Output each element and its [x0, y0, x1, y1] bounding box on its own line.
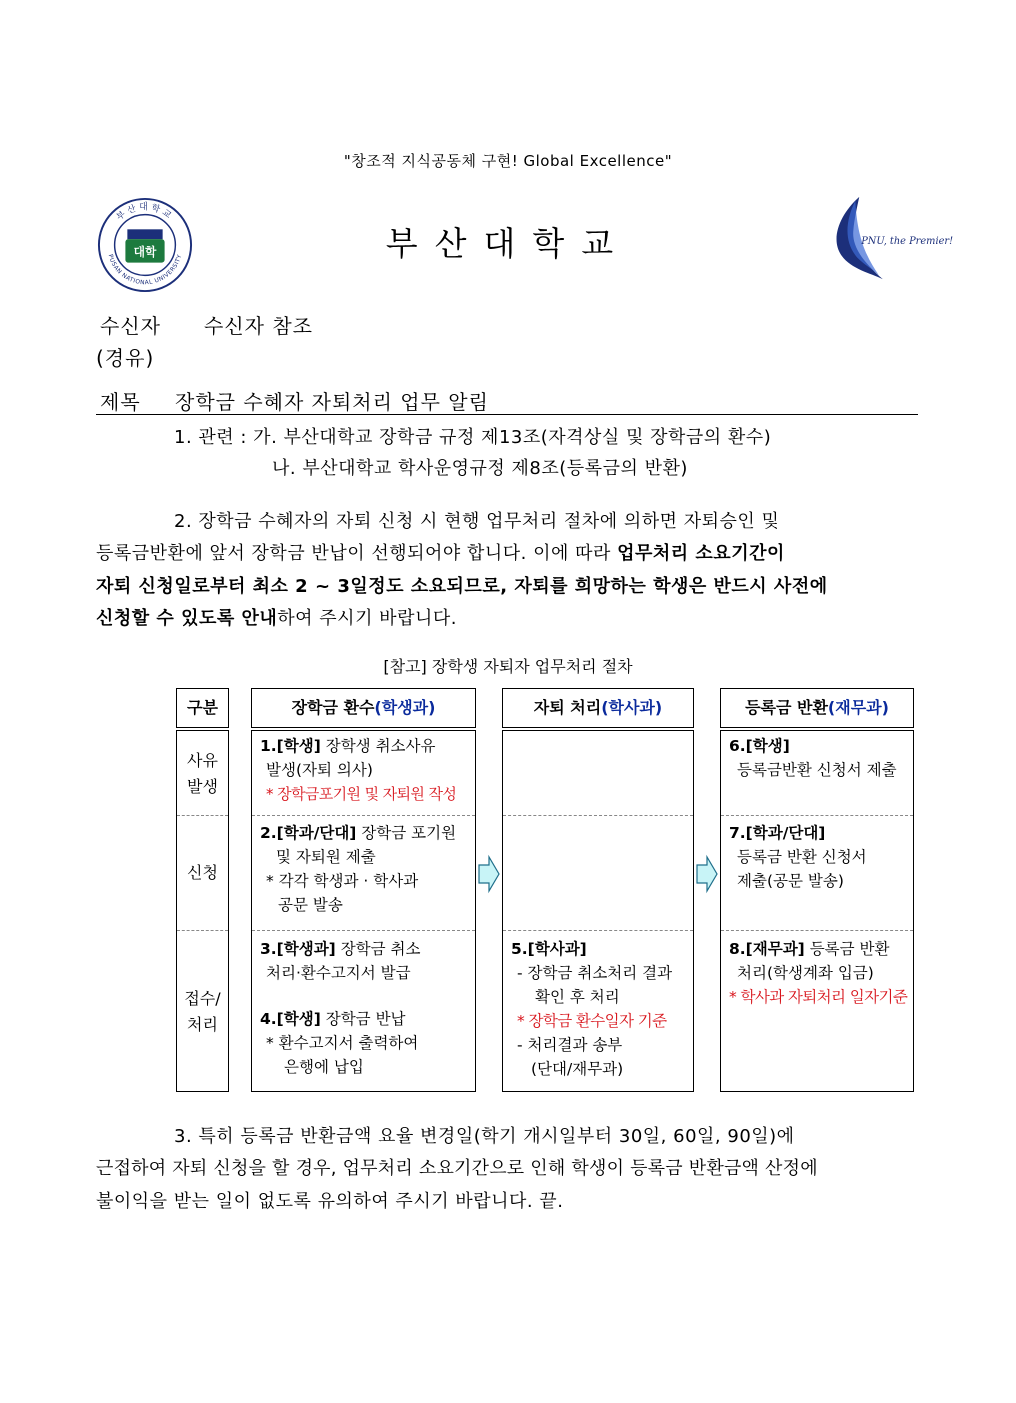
subject-divider [96, 414, 918, 415]
row-divider [503, 930, 693, 931]
related-line-1: 1. 관련 : 가. 부산대학교 장학금 규정 제13조(자격상실 및 장학금의 환수) [174, 427, 772, 448]
step1-text: 장학생 취소사유 [320, 737, 436, 755]
row-label-process: 접수/ 처리 [184, 989, 221, 1034]
col3-step7 [729, 821, 913, 893]
row-label-reason: 사유 발생 [187, 751, 218, 796]
spacer [260, 985, 474, 1007]
pnu-swoosh-logo [822, 194, 954, 284]
col3-step8 [729, 937, 913, 1009]
para2-line2-bold: 업무처리 소요기간이 [617, 543, 785, 564]
via-label: (경유) [96, 346, 155, 370]
row-divider [177, 815, 228, 816]
row-divider [252, 930, 475, 931]
para2-line4 [96, 603, 457, 635]
para2-line2-text: 등록금반환에 앞서 장학금 반납이 선행되어야 합니다. 이에 따라 [96, 543, 618, 564]
step7-line3: 제출(공문 발송) [737, 872, 844, 890]
col1-step1 [260, 734, 474, 806]
header-col3-main: 등록금 반환 [745, 698, 828, 717]
row-label-apply: 신청 [187, 863, 218, 882]
subject-value: 장학금 수혜자 자퇴처리 업무 알림 [175, 390, 489, 414]
step2-note: * 각각 학생과 · 학사과 [266, 872, 419, 890]
step8-line2: 처리(학생계좌 입금) [737, 964, 874, 982]
step7-actor: 7.[학과/단대] [729, 824, 826, 842]
document-title: 부산대학교 [385, 224, 631, 263]
para3-line1: 3. 특히 등록금 반환금액 요율 변경일(학기 개시일부터 30일, 60일, 90일)에 [174, 1126, 795, 1147]
step3-text: 장학금 취소 [335, 940, 421, 958]
col3-step6 [729, 734, 913, 782]
reference-title: [참고] 장학생 자퇴자 업무처리 절차 [383, 657, 633, 676]
step5-line3: 확인 후 처리 [535, 988, 620, 1006]
para3-line3: 불이익을 받는 일이 없도록 유의하여 주시기 바랍니다. 끝. [96, 1191, 564, 1212]
step6-line2: 등록금반환 신청서 제출 [737, 761, 897, 779]
step5-line6: (단대/재무과) [531, 1060, 624, 1078]
row-divider [503, 815, 693, 816]
recipient-label: 수신자 [100, 314, 161, 338]
header-tuition-refund [720, 688, 914, 728]
step2-actor: 2.[학과/단대] [260, 824, 357, 842]
step1-line2: 발생(자퇴 의사) [266, 761, 373, 779]
pnu-slogan-text: PNU, the Premier! [861, 235, 954, 247]
col1-step2 [260, 821, 474, 917]
seal-english-text: PUSAN NATIONAL UNIVERSITY [106, 253, 184, 287]
header-col1-dept: (학생과) [374, 698, 436, 717]
step6-actor: 6.[학생] [729, 737, 790, 755]
header-category: 구분 [176, 688, 229, 728]
step4-note-line2: 은행에 납입 [284, 1058, 364, 1076]
header-scholarship-return [251, 688, 476, 728]
step8-note: * 학사과 자퇴처리 일자기준 [729, 988, 908, 1006]
step5-line5: - 처리결과 송부 [517, 1036, 623, 1054]
header-col1-main: 장학금 환수 [291, 698, 375, 717]
step4-note: * 환수고지서 출력하여 [266, 1034, 419, 1052]
step1-actor: 1.[학생] [260, 737, 321, 755]
recipient-value: 수신자 참조 [204, 314, 313, 338]
para2-line3: 자퇴 신청일로부터 최소 2 ~ 3일정도 소요되므로, 자퇴를 희망하는 학생은 반드시 사전에 [96, 576, 828, 597]
step4-actor: 4.[학생] [260, 1010, 321, 1028]
step3-actor: 3.[학생과] [260, 940, 336, 958]
row-divider [721, 930, 913, 931]
step2-line2: 및 자퇴원 제출 [276, 848, 376, 866]
row-divider [177, 930, 228, 931]
step8-text: 등록금 반환 [804, 940, 890, 958]
subject-label: 제목 [100, 390, 141, 414]
step3-line2: 처리·환수고지서 발급 [266, 964, 411, 982]
step2-text: 장학금 포기원 [356, 824, 457, 842]
row-divider [721, 815, 913, 816]
header-withdrawal [502, 688, 694, 728]
header-col3-dept: (재무과) [827, 698, 889, 717]
row-divider [252, 815, 475, 816]
step5-line2: - 장학금 취소처리 결과 [517, 964, 673, 982]
para2-line4-bold: 신청할 수 있도록 안내 [96, 608, 278, 629]
para2-line1: 2. 장학금 수혜자의 자퇴 신청 시 현행 업무처리 절차에 의하면 자퇴승인 및 [174, 511, 780, 532]
para3-line2: 근접하여 자퇴 신청을 할 경우, 업무처리 소요기간으로 인해 학생이 등록금 반환금액 산정에 [96, 1158, 818, 1179]
para2-line2 [96, 538, 785, 570]
col2-step5 [511, 937, 693, 1081]
seal-center-mark: 대학 [133, 244, 157, 259]
col3-body [720, 730, 914, 1092]
step7-line2: 등록금 반환 신청서 [737, 848, 867, 866]
header-col2-dept: (학사과) [601, 698, 663, 717]
step8-actor: 8.[재무과] [729, 940, 805, 958]
step4-text: 장학금 반납 [320, 1010, 406, 1028]
step1-note: * 장학금포기원 및 자퇴원 작성 [266, 785, 457, 803]
related-line-2: 나. 부산대학교 학사운영규정 제8조(등록금의 반환) [272, 458, 688, 479]
step5-actor: 5.[학사과] [511, 940, 587, 958]
header-col2-main: 자퇴 처리 [533, 698, 602, 717]
seal-korean-text: 부산대학교 [114, 202, 176, 223]
flow-arrow-icon [696, 856, 718, 892]
flow-arrow-icon [478, 856, 500, 892]
col1-step3-4 [260, 937, 474, 1079]
step5-note: * 장학금 환수일자 기준 [517, 1012, 667, 1030]
para2-line4-text: 하여 주시기 바랍니다. [277, 608, 457, 629]
slogan: "창조적 지식공동체 구현! Global Excellence" [343, 152, 673, 170]
step2-note-line2: 공문 발송 [278, 896, 343, 914]
